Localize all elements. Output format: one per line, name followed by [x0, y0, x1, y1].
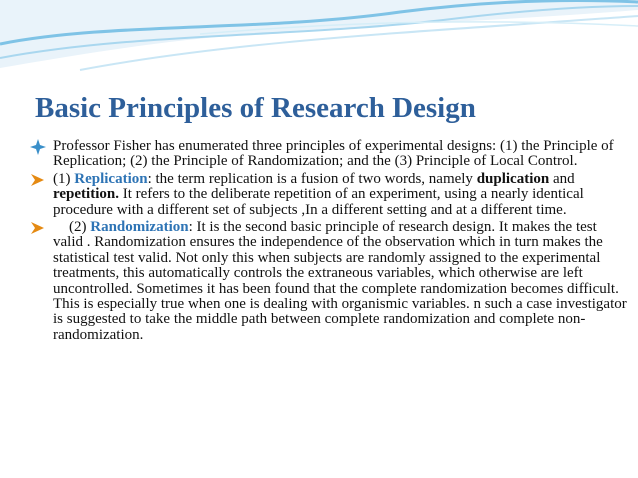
replication-term: Replication — [74, 170, 148, 187]
bullet-text: (1) — [53, 170, 75, 187]
slide-title: Basic Principles of Research Design — [35, 92, 476, 124]
bullet-item-randomization — [30, 220, 630, 343]
bullet-text: : the term replication is a fusion of two words, namely — [147, 170, 477, 187]
randomization-term: Randomization — [90, 219, 189, 236]
bullet-text: and — [549, 170, 575, 187]
bullet-text: : It is the second basic principle of research design. It makes the test valid . Randomization ensures the independence of the observation which in turn makes the statistical test valid. Not only this when subjects are randomly assigned to the experimental treatments, this automatically controls the extraneous variables, which otherwise are left uncontrolled. Sometimes it has been found that the complete randomization becomes difficult. This is especially true when one is dealing with organismic variables. n such a case investigator is suggested to take the middle path between complete randomization and complete non-randomization. — [53, 219, 627, 343]
bullet-text: It refers to the deliberate repetition of an experiment, using a nearly identical procedure with a different set of subjects ,In a different setting and at a different time. — [53, 186, 584, 218]
bullet-item-principles — [30, 139, 630, 170]
bullet-list — [30, 139, 630, 345]
bullet-text: (2) — [69, 219, 91, 236]
arrow-bullet-icon — [30, 220, 46, 236]
duplication-term: duplication — [476, 170, 550, 187]
repetition-term: repetition. — [53, 186, 119, 203]
bullet-item-replication — [30, 172, 630, 218]
bullet-text: Professor Fisher has enumerated three principles of experimental designs: (1) the Principle of Replication; (2) the Principle of Randomization; and the (3) Principle of Local Control. — [53, 138, 614, 170]
arrow-bullet-icon — [30, 172, 46, 188]
header-swoosh-decoration — [0, 0, 638, 80]
diamond-bullet-icon — [30, 139, 46, 155]
